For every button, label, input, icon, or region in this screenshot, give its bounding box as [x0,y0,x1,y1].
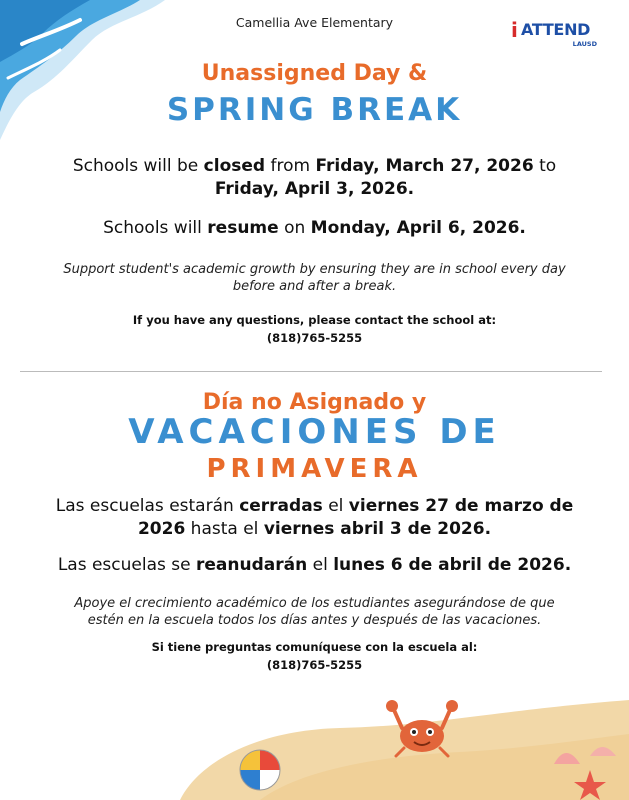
english-resume-date: Schools will resume on Monday, April 6, 2026. [103,218,526,238]
english-questions: If you have any questions, please contact the school at: [132,313,497,327]
spanish-phone: (818)765-5255 [266,658,363,672]
logo-sub-text: LAUSD [572,40,597,48]
english-support-message: Support student's academic growth by ensuring they are in school every day before and after a break. [63,262,566,294]
english-phone: (818)765-5255 [266,331,363,345]
spanish-title-line1: Día no Asignado y [202,390,427,415]
spanish-questions: Si tiene preguntas comuníquese con la escuela al: [151,640,478,654]
english-title-line2: SPRING BREAK [166,92,463,128]
iattend-logo [511,14,601,48]
english-title-line1: Unassigned Day & [201,61,428,86]
english-closed-dates: Schools will be closed from Friday, March 27, 2026 to Friday, April 3, 2026. [72,156,557,199]
spanish-title-line3: PRIMAVERA [206,454,423,484]
spanish-closed-dates: Las escuelas estarán cerradas el viernes 27 de marzo de 2026 hasta el viernes abril 3 de 2026. [55,496,574,539]
beach-illustration [0,690,629,800]
spanish-resume-date: Las escuelas se reanudarán el lunes 6 de abril de 2026. [57,555,572,575]
school-name: Camellia Ave Elementary [235,15,394,30]
spanish-support-message: Apoye el crecimiento académico de los estudiantes asegurándose de que estén en la escuela todos los días antes y después de las vacaciones. [74,596,555,628]
spanish-title-line2: VACACIONES DE [128,412,501,452]
section-divider [20,371,602,372]
logo-i-mark: i [511,18,518,42]
logo-main-text: ATTEND [521,20,591,39]
beach-ball-icon [240,750,280,790]
